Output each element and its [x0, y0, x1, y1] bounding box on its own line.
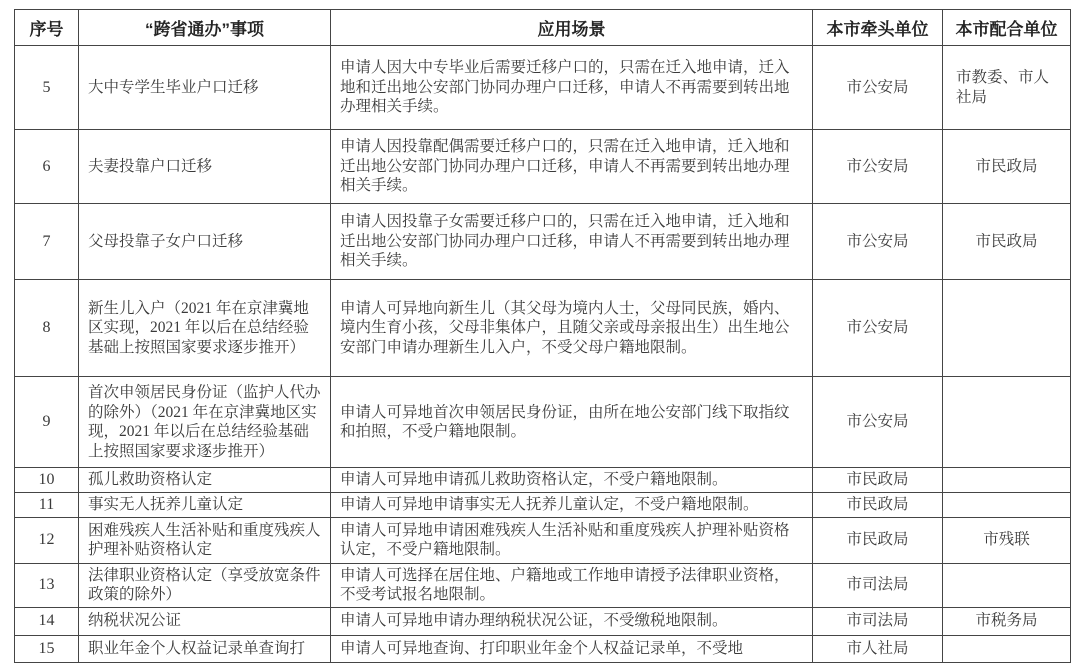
cell-support-unit [943, 635, 1071, 662]
cell-item: 纳税状况公证 [79, 607, 331, 635]
table-row [15, 46, 1071, 130]
cell-no: 11 [15, 492, 79, 517]
table-row [15, 130, 1071, 204]
cell-scenario: 申请人可异地申请办理纳税状况公证，不受缴税地限制。 [331, 607, 813, 635]
cell-scenario: 申请人可异地申请孤儿救助资格认定，不受户籍地限制。 [331, 468, 813, 493]
cell-item: 新生儿入户（2021 年在京津冀地区实现，2021 年以后在总结经验基础上按照国家要求逐步推开） [79, 280, 331, 377]
cell-support-unit [943, 468, 1071, 493]
cell-scenario: 申请人因投靠配偶需要迁移户口的，只需在迁入地申请，迁入地和迁出地公安部门协同办理户口迁移，申请人不再需要到转出地办理相关手续。 [331, 130, 813, 204]
cell-lead-unit: 市公安局 [813, 130, 943, 204]
cell-support-unit [943, 280, 1071, 377]
cell-scenario: 申请人可异地向新生儿（其父母为境内人士，父母同民族，婚内、境内生育小孩，父母非集体户，且随父亲或母亲报出生）出生地公安部门申请办理新生儿入户，不受父母户籍地限制。 [331, 280, 813, 377]
table-row [15, 280, 1071, 377]
cell-item: 孤儿救助资格认定 [79, 468, 331, 493]
cell-lead-unit: 市民政局 [813, 468, 943, 493]
cell-item: 父母投靠子女户口迁移 [79, 204, 331, 280]
table-row [15, 607, 1071, 635]
cell-lead-unit: 市司法局 [813, 563, 943, 607]
cell-lead-unit: 市公安局 [813, 377, 943, 468]
cell-scenario: 申请人可异地申请事实无人抚养儿童认定，不受户籍地限制。 [331, 492, 813, 517]
cell-no: 12 [15, 517, 79, 563]
table-row [15, 563, 1071, 607]
cell-item: 夫妻投靠户口迁移 [79, 130, 331, 204]
cell-no: 14 [15, 607, 79, 635]
table-row [15, 492, 1071, 517]
cross-province-services-table [14, 9, 1071, 663]
cell-item: 大中专学生毕业户口迁移 [79, 46, 331, 130]
cell-no: 6 [15, 130, 79, 204]
table-row [15, 635, 1071, 662]
cell-scenario: 申请人因投靠子女需要迁移户口的，只需在迁入地申请，迁入地和迁出地公安部门协同办理户口迁移，申请人不再需要到转出地办理相关手续。 [331, 204, 813, 280]
cell-lead-unit: 市公安局 [813, 46, 943, 130]
cell-no: 10 [15, 468, 79, 493]
cell-item: 事实无人抚养儿童认定 [79, 492, 331, 517]
cell-no: 13 [15, 563, 79, 607]
cell-scenario: 申请人可选择在居住地、户籍地或工作地申请授予法律职业资格，不受考试报名地限制。 [331, 563, 813, 607]
cell-lead-unit: 市民政局 [813, 492, 943, 517]
cell-item: 首次申领居民身份证（监护人代办的除外）（2021 年在京津冀地区实现，2021 年以后在总结经验基础上按照国家要求逐步推开） [79, 377, 331, 468]
cell-support-unit [943, 492, 1071, 517]
header-cell-no: 序号 [15, 10, 79, 46]
cell-scenario: 申请人可异地首次申领居民身份证，由所在地公安部门线下取指纹和拍照，不受户籍地限制。 [331, 377, 813, 468]
cell-lead-unit: 市民政局 [813, 517, 943, 563]
cell-item: 困难残疾人生活补贴和重度残疾人护理补贴资格认定 [79, 517, 331, 563]
cell-item: 法律职业资格认定（享受放宽条件政策的除外） [79, 563, 331, 607]
header-cell-item: “跨省通办”事项 [79, 10, 331, 46]
cell-lead-unit: 市公安局 [813, 204, 943, 280]
cell-item: 职业年金个人权益记录单查询打 [79, 635, 331, 662]
cell-lead-unit: 市人社局 [813, 635, 943, 662]
cell-support-unit [943, 377, 1071, 468]
table-row [15, 517, 1071, 563]
header-row [15, 10, 1071, 46]
cell-scenario: 申请人因大中专毕业后需要迁移户口的，只需在迁入地申请，迁入地和迁出地公安部门协同办理户口迁移，申请人不再需要到转出地办理相关手续。 [331, 46, 813, 130]
cell-support-unit [943, 563, 1071, 607]
table-row [15, 204, 1071, 280]
cell-scenario: 申请人可异地查询、打印职业年金个人权益记录单，不受地 [331, 635, 813, 662]
cell-no: 8 [15, 280, 79, 377]
header-cell-lead: 本市牵头单位 [813, 10, 943, 46]
table-row [15, 377, 1071, 468]
header-cell-support: 本市配合单位 [943, 10, 1071, 46]
table-row [15, 468, 1071, 493]
cell-no: 5 [15, 46, 79, 130]
cell-support-unit: 市残联 [943, 517, 1071, 563]
cell-support-unit: 市教委、市人社局 [943, 46, 1071, 130]
cell-scenario: 申请人可异地申请困难残疾人生活补贴和重度残疾人护理补贴资格认定，不受户籍地限制。 [331, 517, 813, 563]
cell-no: 7 [15, 204, 79, 280]
cell-no: 15 [15, 635, 79, 662]
cell-no: 9 [15, 377, 79, 468]
header-cell-scenario: 应用场景 [331, 10, 813, 46]
cell-lead-unit: 市司法局 [813, 607, 943, 635]
cell-support-unit: 市税务局 [943, 607, 1071, 635]
cell-support-unit: 市民政局 [943, 204, 1071, 280]
cell-lead-unit: 市公安局 [813, 280, 943, 377]
cell-support-unit: 市民政局 [943, 130, 1071, 204]
